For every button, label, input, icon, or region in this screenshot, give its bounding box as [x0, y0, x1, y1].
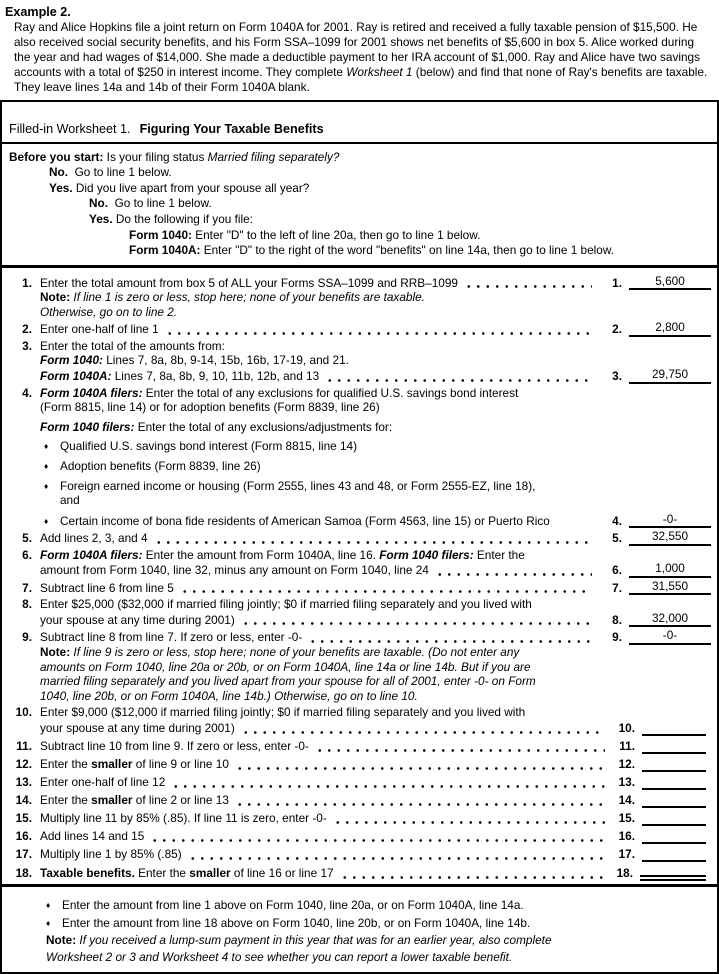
line-number: 17.	[15, 847, 32, 862]
amount-value	[640, 864, 706, 881]
bullet-diamond-icon: ♦	[44, 480, 49, 491]
text-segment: of line 9 or line 10	[132, 757, 229, 772]
line-number: 4.	[22, 385, 32, 400]
worksheet-line-8	[8, 597, 711, 612]
text-segment: Note:	[40, 290, 74, 305]
amount-line-number: 11.	[619, 739, 635, 754]
text-row	[8, 645, 711, 660]
amount-value: 31,550	[629, 580, 711, 596]
amount-line-number: 7.	[612, 580, 622, 595]
text-row	[8, 305, 711, 320]
text-segment: Go to line 1 below.	[114, 196, 212, 211]
text-segment: Enter "D" to the left of line 20a, then go to line 1 below.	[195, 227, 481, 242]
bullet-row	[8, 916, 709, 931]
amount-cell	[596, 321, 711, 337]
amount-value	[642, 792, 706, 808]
amount-cell	[596, 368, 711, 384]
line-text	[40, 811, 327, 826]
line-text	[62, 916, 530, 931]
amount-line-number: 17.	[618, 847, 635, 862]
text-segment: Enter the total of the amounts from:	[40, 338, 225, 353]
line-text	[8, 950, 512, 965]
amount-cell	[609, 792, 711, 808]
text-segment: of line 16 or line 17	[230, 866, 334, 881]
text-row	[8, 674, 711, 689]
amount-cell	[609, 846, 711, 862]
amount-cell	[596, 513, 711, 529]
amount-value: 32,550	[629, 530, 711, 546]
line-text	[40, 305, 177, 320]
line-text	[40, 581, 174, 596]
amount-cell	[607, 864, 711, 881]
amount-cell	[596, 530, 711, 546]
line-text	[40, 660, 531, 675]
text-segment: Form 1040:	[40, 353, 107, 368]
text-row	[8, 562, 711, 578]
text-segment: Form 1040A filers:	[40, 547, 146, 562]
line-text	[40, 353, 349, 368]
worksheet-line-10	[8, 705, 711, 720]
text-segment: Add lines 2, 3, and 4	[40, 531, 148, 546]
amount-value	[642, 810, 706, 826]
bullet-diamond-icon: ♦	[44, 515, 49, 526]
amount-cell	[596, 612, 711, 628]
text-segment: Do the following if you file:	[115, 211, 253, 226]
text-row	[8, 612, 711, 628]
text-segment: Enter "D" to the right of the word "benefits" on line 14a, then go to line 1 below.	[203, 243, 614, 258]
line-text	[40, 386, 518, 401]
amount-line-number: 2.	[612, 322, 622, 337]
line-number: 14.	[15, 793, 32, 808]
line-number: 16.	[15, 829, 32, 844]
text-segment: Lines 7, 8a, 8b, 9-14, 15b, 16b, 17-19, and 21.	[106, 353, 349, 368]
bullet-row	[8, 439, 711, 454]
text-segment: Taxable benefits.	[40, 866, 139, 881]
line-number: 12.	[15, 757, 32, 772]
worksheet-line-1	[8, 275, 711, 291]
amount-line-number: 9.	[612, 630, 622, 645]
text-segment: smaller	[189, 866, 231, 881]
worksheet-line-17	[8, 846, 711, 862]
line-text	[9, 150, 339, 165]
text-segment: Enter the	[138, 866, 190, 881]
line-text	[40, 531, 148, 546]
line-text	[40, 630, 302, 645]
worksheet-line-5	[8, 530, 711, 546]
line-text	[40, 793, 229, 808]
worksheet-footer-section	[2, 884, 717, 972]
text-row	[8, 720, 711, 736]
bullet-row	[8, 459, 711, 474]
text-segment: Form 1040A filers:	[40, 385, 146, 400]
text-segment: Form 1040 filers:	[40, 419, 138, 434]
amount-value	[642, 720, 706, 736]
amount-line-number: 6.	[612, 563, 622, 578]
line-text	[40, 276, 458, 291]
amount-cell	[596, 275, 711, 291]
line-text	[40, 322, 159, 337]
text-segment: Enter $25,000 ($32,000 if married filing jointly; $0 if married filing separately and you lived with	[40, 597, 532, 612]
line-number: 10.	[15, 705, 32, 720]
line-number: 7.	[22, 580, 32, 595]
amount-value	[642, 756, 706, 772]
amount-line-number: 3.	[612, 368, 622, 383]
amount-value	[642, 846, 706, 862]
text-segment: and	[60, 493, 80, 508]
line-text	[40, 339, 225, 354]
line-text	[40, 613, 235, 628]
text-row	[9, 150, 709, 165]
text-segment: Note:	[46, 933, 80, 948]
line-text	[9, 181, 309, 196]
text-segment: Form 1040A:	[129, 243, 204, 258]
line-text	[40, 847, 182, 862]
text-segment: Enter the total of any exclusions/adjustments for:	[137, 419, 393, 434]
worksheet-line-6	[8, 548, 711, 563]
text-segment: Add lines 14 and 15	[40, 829, 145, 844]
worksheet-line-3	[8, 339, 711, 354]
line-number: 9.	[22, 630, 32, 645]
text-row	[8, 493, 711, 508]
amount-line-number: 18.	[616, 866, 633, 881]
amount-line-number: 15.	[618, 811, 635, 826]
text-row	[8, 933, 709, 948]
text-row	[8, 290, 711, 305]
amount-cell	[609, 738, 711, 754]
text-segment: If line 9 is zero or less, stop here; none of your benefits are taxable. (Do not enter any	[73, 644, 520, 659]
text-segment: Married filing separately?	[207, 149, 340, 164]
text-segment: No.	[89, 196, 115, 211]
line-text	[60, 459, 261, 474]
text-segment: Certain income of bona fide residents of American Samoa (Form 4563, line 15) or Puerto Rico	[60, 513, 550, 528]
text-segment: your spouse at any time during 2001)	[40, 721, 235, 736]
worksheet-line-14	[8, 792, 711, 808]
worksheet-line-18	[8, 864, 711, 881]
worksheet-title-prefix: Filled-in Worksheet 1.	[9, 121, 131, 136]
line-text	[62, 898, 524, 913]
amount-cell	[609, 756, 711, 772]
text-segment: Note:	[40, 644, 74, 659]
example-title: Example 2.	[5, 5, 71, 19]
bullet-diamond-icon: ♦	[44, 460, 49, 471]
worksheet-line-2	[8, 321, 711, 337]
text-segment: Form 1040:	[129, 227, 196, 242]
amount-cell	[596, 580, 711, 596]
amount-cell	[596, 562, 711, 578]
text-segment: Worksheet 2 or 3 and Worksheet 4 to see whether you can report a lower taxable benefit.	[46, 949, 513, 964]
before-you-start-section	[2, 144, 717, 268]
text-segment: Enter the amount from line 1 above on Form 1040, line 20a, or on Form 1040A, line 14a.	[62, 897, 524, 912]
text-row	[8, 660, 711, 675]
amount-line-number: 8.	[612, 612, 622, 627]
text-segment: smaller	[91, 757, 133, 772]
text-segment: 1040, line 20b, or on Form 1040A, line 14b.) Otherwise, go on to line 10.	[40, 688, 418, 703]
text-row	[8, 950, 709, 965]
text-segment: Worksheet 1	[346, 64, 413, 79]
example-paragraph	[5, 20, 712, 95]
text-segment: Before you start:	[9, 149, 107, 164]
line-text	[60, 439, 357, 454]
line-text	[40, 739, 309, 754]
text-segment: Enter the	[476, 547, 525, 562]
line-number: 1.	[22, 275, 32, 290]
amount-value: -0-	[629, 513, 711, 529]
text-segment: Enter one-half of line 1	[40, 322, 159, 337]
line-number: 5.	[22, 531, 32, 546]
text-segment: Go to line 1 below.	[74, 165, 172, 180]
text-segment: Is your filing status	[106, 149, 208, 164]
line-number: 15.	[15, 811, 32, 826]
worksheet-line-7	[8, 580, 711, 596]
line-text	[60, 514, 550, 529]
amount-value: 5,600	[629, 275, 711, 291]
line-text	[40, 674, 536, 689]
amount-value	[642, 828, 706, 844]
line-text	[8, 933, 552, 948]
line-text	[40, 866, 334, 881]
text-segment: Enter the	[40, 757, 92, 772]
amount-line-number: 12.	[618, 757, 635, 772]
bullet-row	[8, 513, 711, 529]
example-section	[0, 3, 719, 98]
text-segment: Enter the total amount from box 5 of ALL your Forms SSA–1099 and RRB–1099	[40, 275, 458, 290]
line-text	[9, 212, 253, 227]
worksheet-line-4	[8, 386, 711, 401]
amount-value: 32,000	[629, 612, 711, 628]
text-segment: smaller	[91, 793, 133, 808]
text-segment: Multiply line 1 by 85% (.85)	[40, 847, 182, 862]
line-text	[60, 479, 535, 494]
line-number: 8.	[22, 597, 32, 612]
line-number: 18.	[15, 866, 32, 881]
text-row	[9, 196, 709, 211]
line-text	[40, 597, 532, 612]
amount-value	[642, 774, 706, 790]
amount-cell	[609, 828, 711, 844]
amount-line-number: 10.	[618, 721, 635, 736]
amount-line-number: 14.	[618, 793, 635, 808]
line-text	[9, 228, 480, 243]
text-segment: Subtract line 10 from line 9. If zero or less, enter -0-	[40, 739, 309, 754]
text-segment: Adoption benefits (Form 8839, line 26)	[60, 458, 261, 473]
text-segment: Ray and Alice Hopkins file a joint return on Form 1040A for 2001. Ray is retired and received a fully taxable pension of $15,500. He also received social security benefits, and his Form SSA–1099 for 2001 shows net benefits of $5,600 in box 5. Alice worked during the year and had wages of $14,000. She made a deductible payment to her IRA account of $1,000. Ray and Alice have two savings accounts with a total of $250 in interest income. They complete	[14, 20, 700, 79]
amount-cell	[609, 774, 711, 790]
text-row	[8, 689, 711, 704]
text-segment: married filing separately and you lived apart from your spouse for all of 2001, enter -0- on Form	[40, 674, 536, 689]
worksheet-line-11	[8, 738, 711, 754]
text-segment: Form 1040 filers:	[379, 547, 477, 562]
text-segment: Enter the	[40, 793, 92, 808]
text-segment: (Form 8815, line 14) or for adoption benefits (Form 8839, line 26)	[40, 400, 380, 415]
line-text	[40, 645, 519, 660]
text-segment: Yes.	[89, 211, 116, 226]
line-number: 13.	[15, 775, 32, 790]
bullet-row	[8, 479, 711, 494]
text-segment: If line 1 is zero or less, stop here; none of your benefits are taxable.	[73, 290, 425, 305]
amount-line-number: 16.	[618, 829, 635, 844]
worksheet-box	[0, 100, 719, 974]
worksheet-lines-section	[2, 268, 717, 884]
line-text	[40, 775, 165, 790]
line-text	[9, 196, 212, 211]
text-segment: Did you live apart from your spouse all year?	[75, 180, 310, 195]
line-number: 2.	[22, 322, 32, 337]
amount-line-number: 13.	[618, 775, 635, 790]
line-text	[40, 563, 429, 578]
text-row	[8, 400, 711, 415]
worksheet-line-9	[8, 629, 711, 645]
text-segment: If you received a lump-sum payment in this year that was for an earlier year, also complete	[79, 933, 552, 948]
line-text	[9, 243, 614, 258]
text-segment: Enter the amount from line 18 above on Form 1040, line 20b, or on Form 1040A, line 14b.	[62, 916, 531, 931]
worksheet-line-15	[8, 810, 711, 826]
text-row	[9, 243, 709, 258]
text-segment: No.	[49, 165, 75, 180]
text-row	[8, 353, 711, 368]
amount-value: -0-	[629, 629, 711, 645]
worksheet-line-13	[8, 774, 711, 790]
text-segment: amount from Form 1040, line 32, minus any amount on Form 1040, line 24	[40, 563, 429, 578]
line-text	[40, 721, 235, 736]
text-row	[9, 165, 709, 180]
text-segment: Foreign earned income or housing (Form 2555, lines 43 and 48, or Form 2555-EZ, line 18),	[60, 478, 536, 493]
text-row	[8, 368, 711, 384]
line-text	[40, 369, 319, 384]
text-segment: Subtract line 6 from line 5	[40, 580, 174, 595]
worksheet-title: Figuring Your Taxable Benefits	[139, 121, 324, 136]
line-number: 6.	[22, 547, 32, 562]
line-text	[40, 829, 144, 844]
line-text	[40, 400, 380, 415]
amount-cell	[609, 810, 711, 826]
amount-value	[642, 738, 706, 754]
line-number: 3.	[22, 338, 32, 353]
amount-cell	[596, 629, 711, 645]
text-segment: Enter $9,000 ($12,000 if married filing jointly; $0 if married filing separately and you lived with	[40, 705, 526, 720]
amount-cell	[609, 720, 711, 736]
text-row	[9, 212, 709, 227]
line-text	[40, 548, 525, 563]
text-segment: Enter one-half of line 12	[40, 775, 166, 790]
text-segment: Multiply line 11 by 85% (.85). If line 11 is zero, enter -0-	[40, 811, 327, 826]
text-segment: Otherwise, go on to line 2.	[40, 304, 178, 319]
line-text	[9, 165, 172, 180]
text-segment: Subtract line 8 from line 7. If zero or less, enter -0-	[40, 630, 303, 645]
amount-line-number: 4.	[612, 513, 622, 528]
text-segment: Lines 7, 8a, 8b, 9, 10, 11b, 12b, and 13	[114, 368, 320, 383]
text-segment: of line 2 or line 13	[132, 793, 229, 808]
text-segment: Enter the total of any exclusions for qualified U.S. savings bond interest	[145, 385, 519, 400]
text-segment: Yes.	[49, 180, 76, 195]
text-segment: amounts on Form 1040, line 20a or 20b, or on Form 1040A, line 14a or line 14b. But if you are	[40, 659, 531, 674]
bullet-diamond-icon: ♦	[46, 899, 51, 910]
text-row	[9, 228, 709, 243]
amount-value: 29,750	[629, 368, 711, 384]
bullet-row	[8, 898, 709, 913]
amount-value: 2,800	[629, 321, 711, 337]
worksheet-title-bar	[2, 102, 717, 144]
line-text	[40, 689, 418, 704]
line-text	[40, 705, 525, 720]
worksheet-line-12	[8, 756, 711, 772]
text-segment: Qualified U.S. savings bond interest (Form 8815, line 14)	[60, 439, 358, 454]
line-text	[40, 493, 80, 508]
amount-line-number: 1.	[612, 275, 622, 290]
text-row	[8, 420, 711, 435]
worksheet-line-16	[8, 828, 711, 844]
bullet-diamond-icon: ♦	[46, 918, 51, 929]
line-text	[40, 290, 425, 305]
text-segment: Enter the amount from Form 1040A, line 16.	[145, 547, 380, 562]
text-segment: (below) and find that none of Ray's benefits are taxable. They leave lines 14a and 14b of their Form 1040A blank.	[14, 64, 708, 94]
text-row	[9, 181, 709, 196]
amount-line-number: 5.	[612, 531, 622, 546]
amount-value: 1,000	[629, 562, 711, 578]
line-text	[40, 420, 392, 435]
text-segment: Form 1040A:	[40, 368, 115, 383]
bullet-diamond-icon: ♦	[44, 441, 49, 452]
line-number: 11.	[16, 739, 32, 754]
line-text	[40, 757, 229, 772]
text-segment: your spouse at any time during 2001)	[40, 612, 235, 627]
